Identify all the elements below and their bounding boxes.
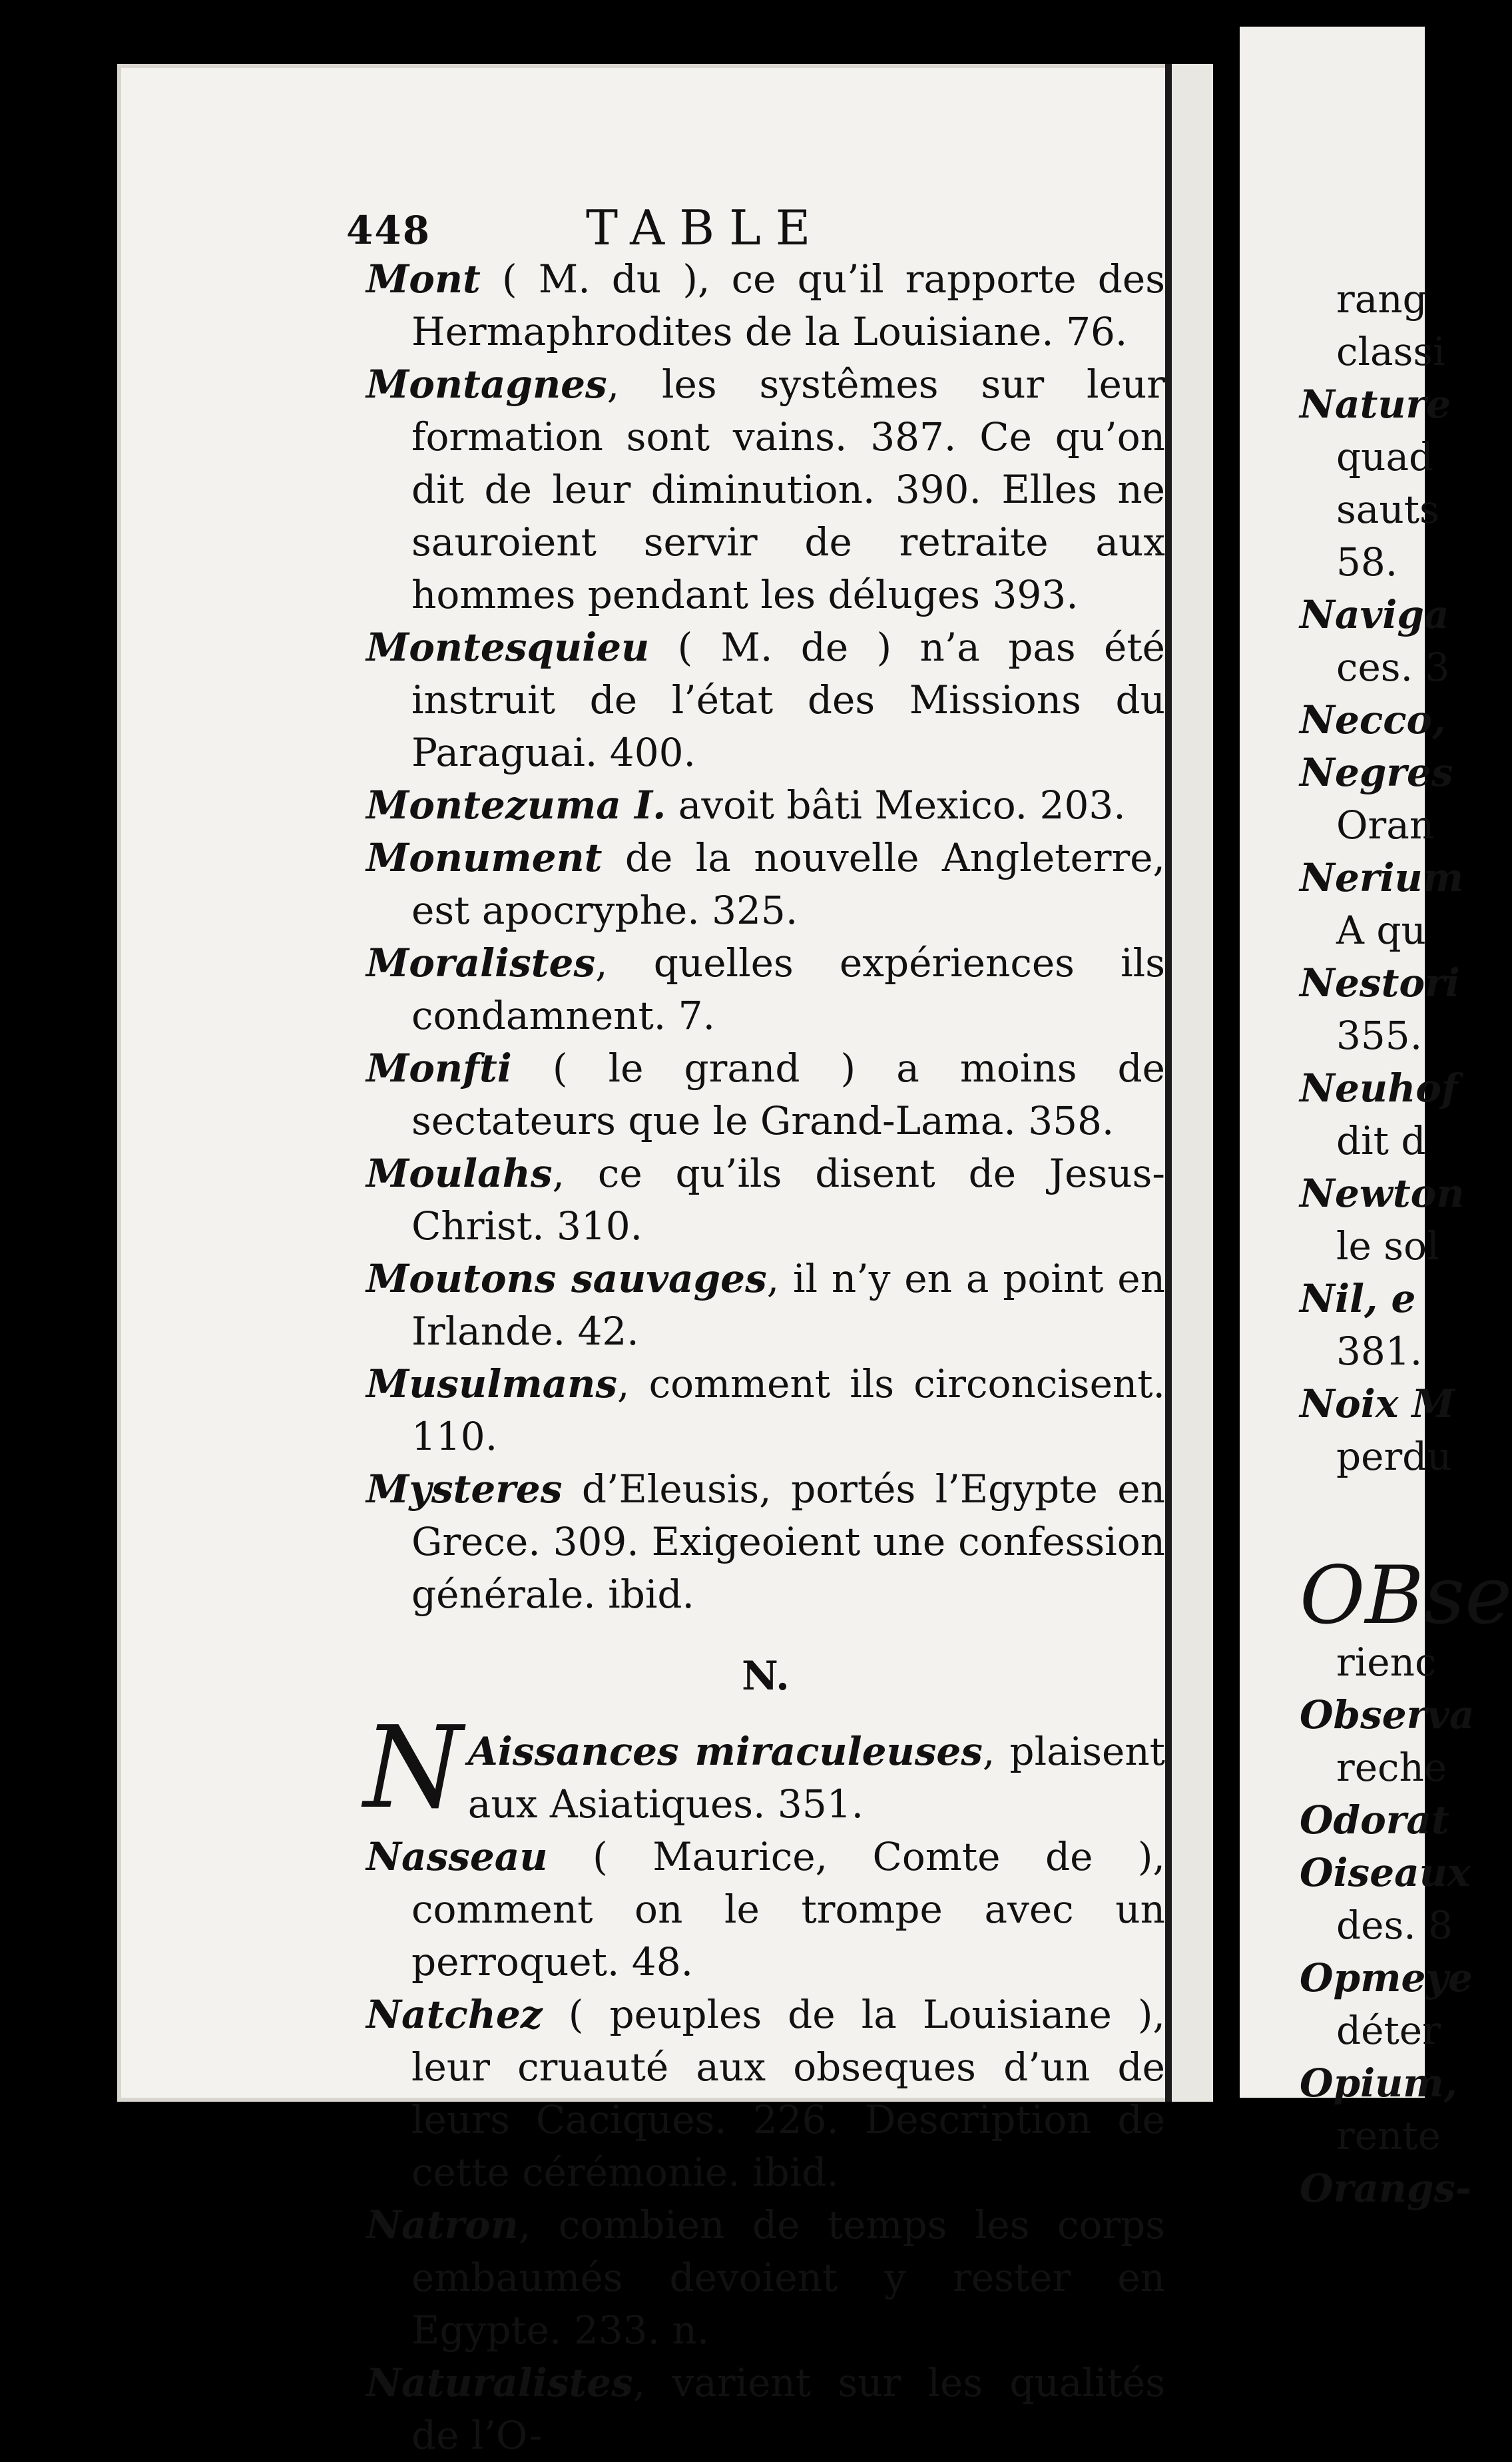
right-page-line: Opmeye: [1300, 1955, 1473, 2000]
entry-keyword: Montezuma I.: [366, 782, 666, 828]
index-entry: [366, 2357, 1165, 2462]
right-page-line: Nil, e: [1300, 1276, 1416, 1321]
right-page-line: quad: [1336, 434, 1434, 479]
right-page-line: reche: [1336, 1745, 1447, 1790]
right-page-line: déter: [1336, 2008, 1441, 2053]
index-column: [366, 253, 1165, 2462]
index-entry: [366, 1463, 1165, 1621]
right-page-line: Odorat: [1300, 1797, 1449, 1843]
entry-keyword: Mysteres: [366, 1466, 563, 1512]
entry-keyword: Naturalistes: [366, 2360, 633, 2405]
right-page-line: Orangs-: [1300, 2166, 1472, 2211]
index-entry-dropcap: [364, 1702, 1165, 1834]
entry-keyword: Musulmans: [366, 1361, 617, 1406]
entry-text: ( Maurice, Comte de ), comment on le trompe avec un perroquet. 48.: [411, 1834, 1165, 1985]
entry-keyword: Nasseau: [366, 1834, 548, 1879]
right-page: [1240, 27, 1512, 2211]
index-entry: [366, 1042, 1165, 1147]
section-heading: N.: [742, 1653, 790, 1699]
index-entry: [366, 1831, 1165, 1989]
right-page-line: sauts: [1336, 487, 1439, 532]
right-page-line: dit d: [1336, 1118, 1426, 1163]
entry-text: ( le grand ) a moins de sectateurs que le Grand-Lama. 358.: [411, 1046, 1165, 1143]
entry-text: , quelles expériences ils condamnent. 7.: [411, 940, 1165, 1038]
right-page-line: classi: [1336, 329, 1445, 374]
page-gutter: [1172, 64, 1213, 2102]
entry-text: , plaisent aux Asiatiques. 351.: [467, 1729, 1165, 1827]
right-page-line: 355.: [1336, 1013, 1423, 1058]
index-entry: [366, 2199, 1165, 2357]
index-entry: [366, 1989, 1165, 2199]
entry-text: d’Eleusis, portés l’Egypte en Grece. 309. Exigeoient une confession générale. ibid.: [411, 1466, 1165, 1617]
entry-keyword: Montesquieu: [366, 625, 650, 670]
right-page-line: Negres: [1300, 750, 1453, 795]
running-head: TABLE: [586, 200, 826, 256]
right-page-line: Nerium: [1300, 855, 1464, 900]
page-edge: [1165, 64, 1172, 2102]
entry-text: , ce qu’ils disent de Jesus-Christ. 310.: [411, 1151, 1165, 1249]
index-entry: [366, 1253, 1165, 1358]
entry-keyword: Mont: [366, 256, 481, 302]
right-page-line: Oran: [1336, 802, 1435, 848]
entry-keyword: Moulahs: [366, 1151, 553, 1196]
index-entry: [366, 621, 1165, 779]
right-page-line: Newton: [1300, 1171, 1465, 1216]
index-entry: [366, 358, 1165, 621]
entry-keyword: Montagnes: [366, 362, 607, 407]
entry-keyword: Moralistes: [366, 940, 596, 986]
entry-text: avoit bâti Mexico. 203.: [666, 782, 1126, 828]
page-number: 448: [346, 208, 431, 253]
right-page-line: Naviga: [1300, 592, 1449, 637]
right-page-line: Necco,: [1300, 697, 1446, 743]
entry-text: , il n’y en a point en Irlande. 42.: [411, 1256, 1165, 1354]
entry-text: ( M. de ) n’a pas été instruit de l’état des Missions du Paraguai. 400.: [411, 625, 1165, 775]
index-entry: [366, 779, 1165, 832]
entry-keyword: Monument: [366, 835, 603, 880]
index-entry: [366, 937, 1165, 1042]
right-page-line: des. 8: [1336, 1903, 1453, 1948]
index-entry: [366, 1358, 1165, 1463]
entries-before: [366, 253, 1165, 1621]
entry-text: , varient sur les qualités de l’O-: [411, 2360, 1165, 2458]
drop-cap: N: [364, 1702, 463, 1834]
right-page-line: Oiseaux: [1300, 1850, 1471, 1895]
right-page-line: Nature: [1300, 382, 1451, 427]
entry-text: ( peuples de la Louisiane ), leur cruauté aux obseques d’un de leurs Caciques. 226. Description de cette cérémonie. ibid.: [411, 1992, 1165, 2195]
right-page-lines: [1300, 273, 1512, 2215]
right-page-line: Neuhof: [1300, 1066, 1458, 1111]
right-page-line: rienc: [1336, 1640, 1437, 1685]
right-page-line: OBse: [1300, 1550, 1512, 1642]
entry-text: , les systêmes sur leur formation sont vains. 387. Ce qu’on dit de leur diminution. 390. Elles ne sauroient servir de retraite aux hommes pendant les déluges 393.: [411, 362, 1165, 617]
right-page-line: Noix M: [1300, 1381, 1455, 1426]
right-page-line: A qu: [1336, 908, 1426, 953]
right-page-line: Observa: [1300, 1692, 1475, 1737]
right-page-line: rente: [1336, 2113, 1441, 2158]
entry-text: ( M. du ), ce qu’il rapporte des Hermaphrodites de la Louisiane. 76.: [411, 256, 1165, 354]
right-page-line: perdu: [1336, 1434, 1452, 1479]
entry-text: , comment ils circoncisent. 110.: [411, 1361, 1165, 1459]
right-page-line: le sol: [1336, 1223, 1439, 1269]
right-page-line: 58.: [1336, 539, 1398, 585]
entries-after: [366, 1831, 1165, 2462]
entry-keyword: Moutons sauvages: [366, 1256, 767, 1301]
index-entry: [366, 1147, 1165, 1253]
entry-text: , combien de temps les corps embaumés devoient y rester en Egypte. 233. n.: [411, 2202, 1165, 2353]
entry-keyword: Natchez: [366, 1992, 543, 2037]
entry-text: de la nouvelle Angleterre, est apocryphe. 325.: [411, 835, 1165, 933]
right-page-line: 381.: [1336, 1329, 1423, 1374]
entry-keyword: Monfti: [366, 1046, 512, 1091]
right-page-line: Nestori: [1300, 960, 1460, 1006]
right-page-line: rang: [1336, 276, 1427, 322]
entry-keyword: Aissances miraculeuses: [467, 1729, 983, 1774]
index-entry: [366, 832, 1165, 937]
right-page-line: Opium,: [1300, 2060, 1457, 2106]
right-page-line: ces. 3: [1336, 645, 1450, 690]
index-entry: [366, 253, 1165, 358]
entry-keyword: Natron: [366, 2202, 519, 2248]
